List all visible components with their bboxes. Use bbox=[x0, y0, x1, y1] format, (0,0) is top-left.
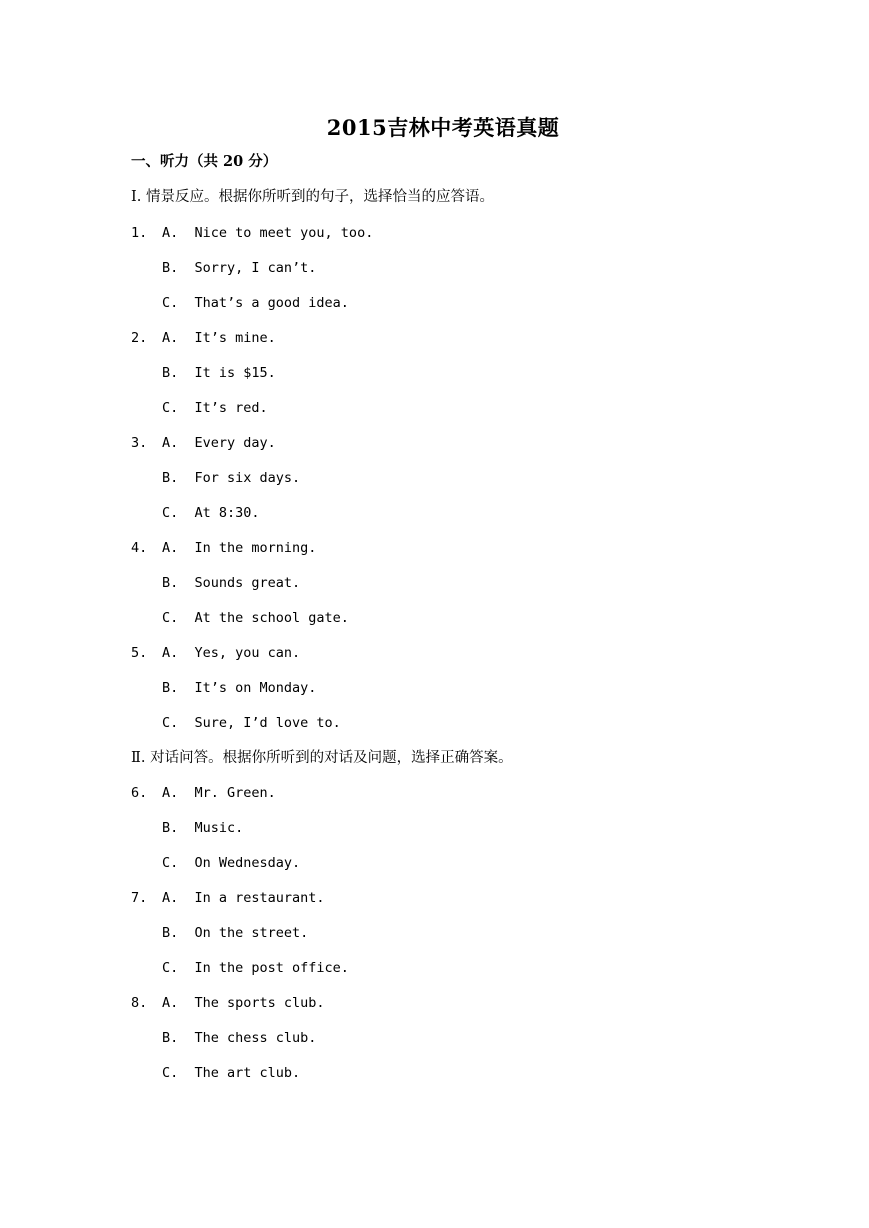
section-heading: 一、听力（共 20 分） bbox=[131, 153, 278, 170]
page-title: 2015吉林中考英语真题 bbox=[326, 115, 560, 140]
option-b: B. The chess club. bbox=[162, 1030, 317, 1046]
option-a: A. Mr. Green. bbox=[162, 785, 276, 801]
option-c: C. In the post office. bbox=[162, 960, 349, 976]
option-c: C. At 8:30. bbox=[162, 505, 260, 521]
option-c: C. It’s red. bbox=[162, 400, 268, 416]
part-heading: Ⅰ. 情景反应。根据你所听到的句子，选择恰当的应答语。 bbox=[131, 189, 494, 205]
option-c: C. On Wednesday. bbox=[162, 855, 301, 871]
part-heading: Ⅱ. 对话问答。根据你所听到的对话及问题，选择正确答案。 bbox=[131, 750, 513, 766]
option-c: C. Sure, I’d love to. bbox=[162, 715, 341, 731]
question-number: 6. bbox=[131, 785, 148, 801]
question-number: 2. bbox=[131, 330, 148, 346]
question-number: 8. bbox=[131, 995, 148, 1011]
option-a: A. Nice to meet you, too. bbox=[162, 225, 374, 241]
option-a: A. In a restaurant. bbox=[162, 890, 325, 906]
option-c: C. That’s a good idea. bbox=[162, 295, 349, 311]
option-b: B. For six days. bbox=[162, 470, 301, 486]
option-c: C. The art club. bbox=[162, 1065, 301, 1081]
option-a: A. The sports club. bbox=[162, 995, 325, 1011]
question-number: 5. bbox=[131, 645, 148, 661]
question-number: 7. bbox=[131, 890, 148, 906]
option-c: C. At the school gate. bbox=[162, 610, 349, 626]
question-number: 4. bbox=[131, 540, 148, 556]
option-a: A. In the morning. bbox=[162, 540, 317, 556]
option-a: A. It’s mine. bbox=[162, 330, 276, 346]
question-number: 1. bbox=[131, 225, 148, 241]
option-b: B. Music. bbox=[162, 820, 244, 836]
option-b: B. It is $15. bbox=[162, 365, 276, 381]
option-a: A. Every day. bbox=[162, 435, 276, 451]
option-b: B. It’s on Monday. bbox=[162, 680, 317, 696]
option-b: B. On the street. bbox=[162, 925, 309, 941]
question-number: 3. bbox=[131, 435, 148, 451]
option-a: A. Yes, you can. bbox=[162, 645, 301, 661]
option-b: B. Sounds great. bbox=[162, 575, 301, 591]
option-b: B. Sorry, I can’t. bbox=[162, 260, 317, 276]
